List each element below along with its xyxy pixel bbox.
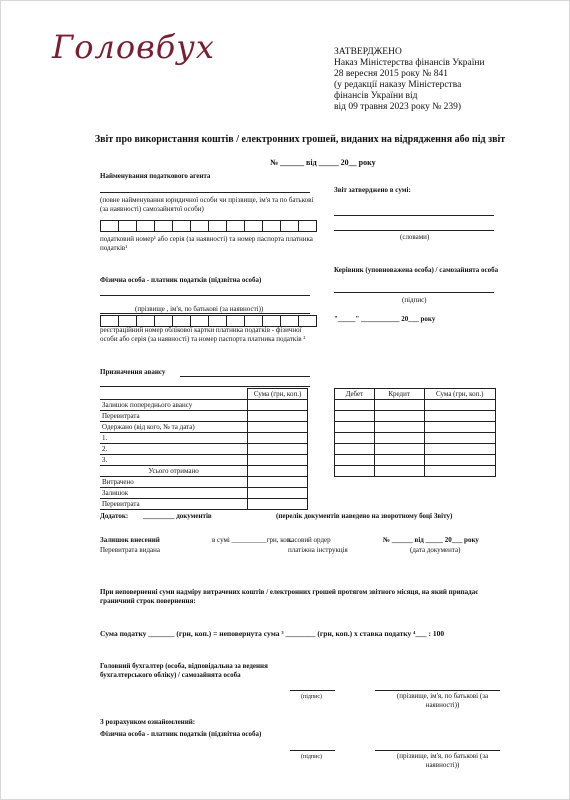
tax-formula: Сума податку _______ (грн, коп.) = неповернута сума ³ ________ (грн, коп.) х ставка податку ⁴___ : 100	[100, 629, 445, 638]
payment-order-label: платіжна інструкція	[288, 546, 348, 554]
approved-sum-label: Звіт затверджено в сумі:	[334, 186, 411, 194]
person-label: Фізична особа - платник податків (підзвітна особа)	[100, 730, 262, 738]
head-signature-line	[334, 292, 494, 293]
purpose-line-2	[100, 386, 310, 387]
agent-name-line	[100, 192, 310, 193]
advance-row: Одержано (від кого, № та дата)	[100, 422, 248, 433]
approved-line: фінансів України від	[334, 91, 418, 101]
advance-row: Усього отримано	[100, 466, 248, 477]
remainder-date-note: (дата документа)	[410, 546, 461, 554]
sum-header: Сума (грн, коп.)	[424, 389, 495, 400]
approved-line: 28 вересня 2015 року № 841	[334, 69, 448, 79]
person-signature-note: (підпис)	[301, 754, 323, 760]
individual-desc: (прізвище , ім'я, по батькові (за наявності))	[135, 305, 264, 313]
tax-number-label: податковий номер¹ або серія (за наявності) та номер паспорта платника податків¹	[100, 235, 313, 252]
credit-header: Кредит	[374, 389, 424, 400]
document-number: № ______ від _____ 20__ року	[270, 158, 376, 167]
approved-line: ЗАТВЕРДЖЕНО	[334, 47, 402, 57]
approved-sum-line	[334, 215, 494, 216]
attachment-note: (перелік документів наведено на зворотному боці Звіту)	[276, 512, 453, 520]
agent-name-desc: (повне найменування юридичної особи чи прізвище, ім'я та по батькові (за наявності) самозайнятої особи)	[100, 196, 314, 213]
overrun-label: Перевитрата видана	[100, 546, 160, 554]
remainder-label: Залишок внесений	[100, 536, 160, 544]
individual-line-2	[100, 313, 310, 314]
advance-table-header: Сума (грн, коп.)	[248, 389, 308, 400]
accountant-signature-line	[290, 690, 335, 691]
purpose-line	[180, 376, 310, 377]
approval-date: "_____" ___________ 20___ року	[334, 315, 436, 323]
tax-number-boxes[interactable]	[100, 220, 317, 232]
person-signature-line	[290, 750, 335, 751]
head-signature-note: (підпис)	[402, 296, 427, 304]
person-name-line	[375, 750, 500, 751]
approved-sum-line-2	[334, 230, 494, 231]
advance-row: Витрачено	[100, 477, 248, 488]
advance-row: Залишок	[100, 488, 248, 499]
advance-row: 1.	[100, 433, 248, 444]
attachment-docs: _________ документів	[143, 512, 212, 520]
approved-line: (у редакції наказу Міністерства	[334, 80, 462, 90]
advance-row: 2.	[100, 444, 248, 455]
purpose-label: Призначення авансу	[100, 368, 166, 376]
logo: Головбух	[52, 28, 215, 66]
advance-row: Перевитрата	[100, 411, 248, 422]
advance-table	[100, 388, 308, 510]
approved-line: від 09 травня 2023 року № 239)	[334, 102, 462, 112]
advance-row: 3.	[100, 455, 248, 466]
advance-row: Перевитрата	[100, 499, 248, 510]
approved-line: Наказ Міністерства фінансів України	[334, 58, 485, 68]
advance-row: Залишок попереднього авансу	[100, 400, 248, 411]
person-name-note: (прізвище, ім'я, по батькові (за наявності))	[396, 752, 489, 769]
accounting-table	[334, 388, 496, 477]
individual-label: Фізична особа - платник податків (підзвітна особа)	[100, 276, 262, 284]
agent-name-label: Найменування податкового агента	[100, 172, 211, 180]
head-label: Керівник (уповноважена особа) / самозайнята особа	[334, 266, 499, 274]
attachment-label: Додаток:	[100, 512, 129, 520]
reg-number-label: реєстраційний номер облікової картки платника податків - фізичної особи або серія (за наявності) та номер паспорта платника податків ²	[100, 326, 306, 343]
words-note: (словами)	[400, 233, 430, 241]
debit-header: Дебет	[335, 389, 375, 400]
accountant-signature-note: (підпис)	[301, 694, 323, 700]
accountant-name-note: (прізвище, ім'я, по батькові (за наявності))	[396, 692, 489, 709]
remainder-sum: в сумі __________грн, коп.	[212, 536, 293, 544]
return-note: При неповерненні суми надміру витрачених коштів / електронних грошей протягом звітного місяця, на який припадає граничний строк повернення:	[100, 588, 479, 605]
accountant-label: Головний бухгалтер (особа, відповідальна за ведення бухгалтерського обліку) / самозайнята особа	[100, 662, 268, 679]
document-title: Звіт про використання коштів / електронних грошей, виданих на відрядження або під звіт	[94, 134, 506, 145]
individual-line	[100, 295, 310, 296]
acquainted-label: З розрахунком ознайомлений:	[100, 718, 196, 726]
cash-order-label: касовий ордер	[288, 536, 331, 544]
accountant-name-line	[375, 690, 500, 691]
remainder-date: № ______ від _____ 20___ року	[383, 536, 479, 544]
approval-block	[334, 47, 485, 113]
